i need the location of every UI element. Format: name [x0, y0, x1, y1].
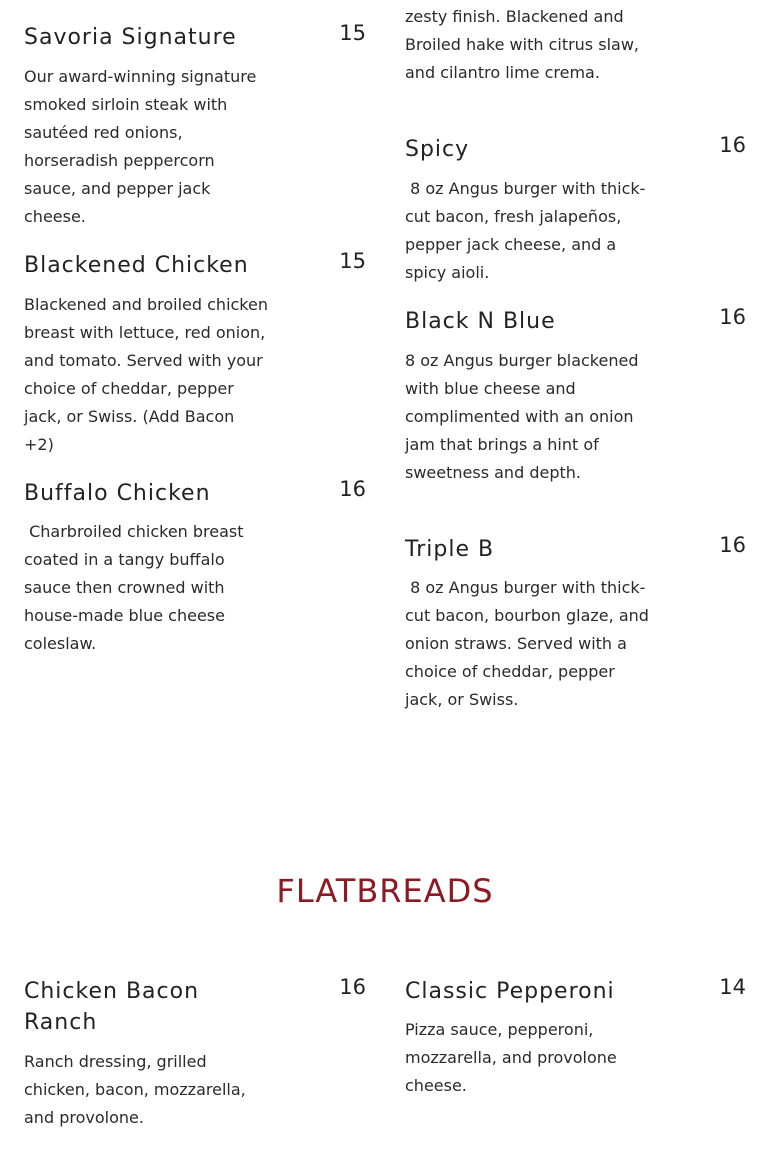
item-name: Classic Pepperoni — [405, 979, 615, 1004]
item-name: Savoria Signature — [24, 25, 237, 50]
item-price: 16 — [719, 133, 746, 157]
item-price: 16 — [719, 533, 746, 557]
menu-item-black-n-blue — [405, 306, 746, 486]
item-description: 8 oz Angus burger blackened with blue cheese and complimented with an onion jam that brings a hint of sweetness and depth. — [405, 351, 644, 482]
item-name: Chicken Bacon Ranch — [24, 979, 200, 1035]
menu-item-savoria-signature — [24, 21, 366, 226]
item-price: 15 — [339, 21, 366, 45]
item-name: Buffalo Chicken — [24, 481, 211, 506]
menu-item-spicy — [405, 133, 746, 282]
item-price: 16 — [719, 305, 746, 329]
item-description: Ranch dressing, grilled chicken, bacon, mozzarella, and provolone. — [24, 1052, 251, 1127]
item-name: Black N Blue — [405, 309, 556, 334]
menu-item-classic-pepperoni — [405, 976, 746, 1106]
item-description: Charbroiled chicken breast coated in a tangy buffalo sauce then crowned with house-made blue cheese coleslaw. — [24, 522, 249, 653]
item-price: 15 — [339, 249, 366, 273]
item-price: 16 — [339, 477, 366, 501]
menu-item-blackened-chicken — [24, 249, 366, 454]
menu-item-triple-b — [405, 534, 746, 714]
menu-item-buffalo-chicken — [24, 477, 366, 653]
item-description: 8 oz Angus burger with thick-cut bacon, fresh jalapeños, pepper jack cheese, and a spicy aioli. — [405, 179, 646, 282]
item-name: Blackened Chicken — [24, 253, 249, 278]
item-description: Pizza sauce, pepperoni, mozzarella, and provolone cheese. — [405, 1020, 622, 1095]
item-name: Spicy — [405, 137, 470, 162]
item-description: Our award-winning signature smoked sirloin steak with sautéed red onions, horseradish peppercorn sauce, and pepper jack cheese. — [24, 67, 262, 226]
menu-item-chicken-bacon-ranch — [24, 976, 366, 1136]
section-title-flatbreads: FLATBREADS — [276, 872, 494, 910]
item-price: 14 — [719, 975, 746, 999]
item-price: 16 — [339, 975, 366, 999]
item-description: 8 oz Angus burger with thick-cut bacon, bourbon glaze, and onion straws. Served with a choice of cheddar, pepper jack, or Swiss. — [405, 578, 655, 709]
item-description: Blackened and broiled chicken breast with lettuce, red onion, and tomato. Served with your choice of cheddar, pepper jack, or Swiss. (Add Bacon +2) — [24, 295, 274, 454]
item-name: Triple B — [405, 537, 495, 562]
continued-description: zesty finish. Blackened and Broiled hake with citrus slaw, and cilantro lime crema. — [405, 7, 645, 82]
